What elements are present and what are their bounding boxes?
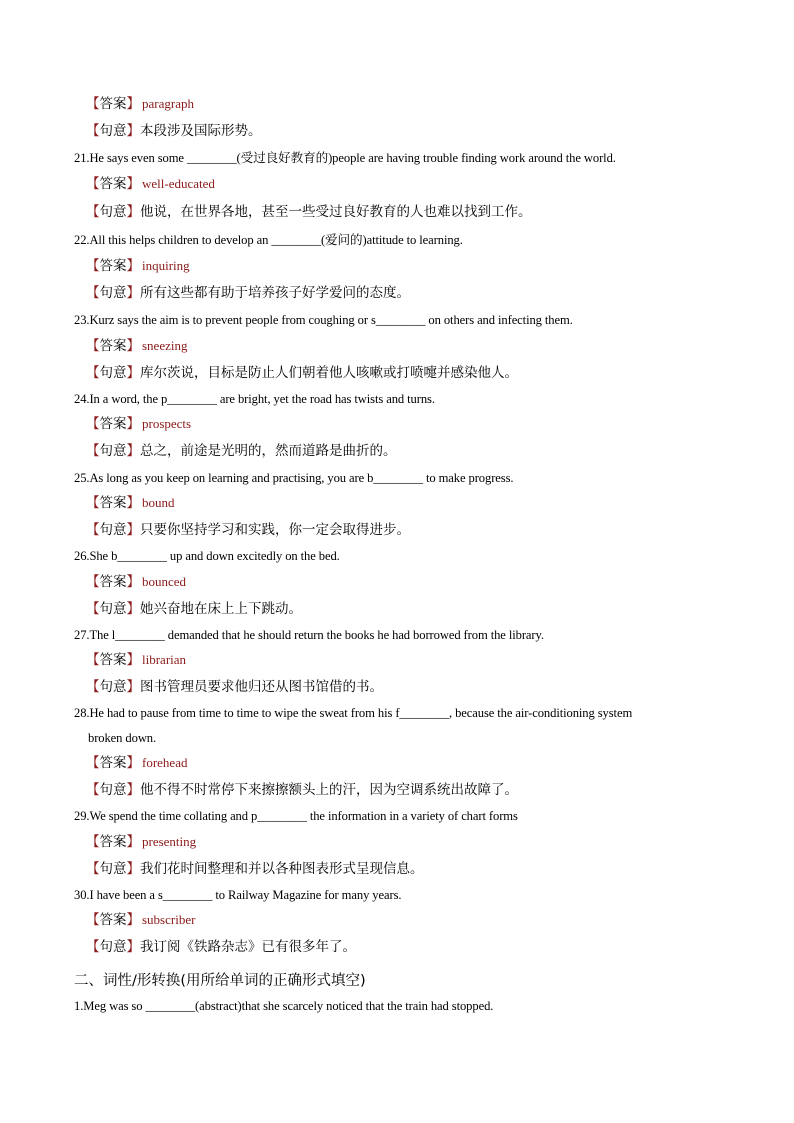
bracket: 】 <box>126 204 140 220</box>
bracket: 【 <box>86 365 100 381</box>
answer-label: 答案 <box>99 834 127 850</box>
bracket: 】 <box>126 601 140 617</box>
meaning-label: 句意 <box>99 782 127 798</box>
meaning-line <box>86 284 410 302</box>
meaning-line <box>86 938 356 956</box>
bracket: 】 <box>126 96 140 112</box>
answer-value: librarian <box>142 652 187 667</box>
bracket: 【 <box>86 679 100 695</box>
bracket: 【 <box>86 285 100 301</box>
meaning-text: 总之，前途是光明的，然而道路是曲折的。 <box>140 443 397 459</box>
bracket: 【 <box>86 522 100 538</box>
meaning-label: 句意 <box>99 285 127 301</box>
answer-value: inquiring <box>142 258 190 273</box>
bracket: 】 <box>126 574 140 590</box>
answer-line <box>86 833 196 851</box>
answer-label: 答案 <box>99 652 127 668</box>
bracket: 【 <box>86 96 100 112</box>
answer-value: presenting <box>142 834 197 849</box>
meaning-line <box>86 122 262 140</box>
answer-line <box>86 651 186 669</box>
meaning-text: 我订阅《铁路杂志》已有很多年了。 <box>140 939 356 955</box>
meaning-text: 只要你坚持学习和实践，你一定会取得进步。 <box>140 522 410 538</box>
meaning-label: 句意 <box>99 939 127 955</box>
answer-value: well-educated <box>142 176 215 191</box>
bracket: 【 <box>86 939 100 955</box>
bracket: 】 <box>126 834 140 850</box>
question-30: 30.I have been a s________ to Railway Magazine for many years. <box>74 888 402 902</box>
bracket: 【 <box>86 574 100 590</box>
meaning-line <box>86 203 532 221</box>
meaning-line <box>86 781 518 799</box>
bracket: 】 <box>126 176 140 192</box>
meaning-label: 句意 <box>99 522 127 538</box>
answer-line <box>86 337 187 355</box>
bracket: 】 <box>126 939 140 955</box>
meaning-line <box>86 521 410 539</box>
answer-line <box>86 573 186 591</box>
bracket: 【 <box>86 601 100 617</box>
answer-label: 答案 <box>99 755 127 771</box>
bracket: 】 <box>126 338 140 354</box>
meaning-text: 他说，在世界各地，甚至一些受过良好教育的人也难以找到工作。 <box>140 204 532 220</box>
bracket: 【 <box>86 755 100 771</box>
answer-value: forehead <box>142 755 188 770</box>
section-title: 二、词性/形转换(用所给单词的正确形式填空) <box>74 973 366 989</box>
bracket: 【 <box>86 176 100 192</box>
bracket: 】 <box>126 755 140 771</box>
bracket: 】 <box>126 861 140 877</box>
question-25: 25.As long as you keep on learning and practising, you are b________ to make progress. <box>74 471 514 485</box>
bracket: 【 <box>86 861 100 877</box>
meaning-label: 句意 <box>99 601 127 617</box>
answer-value: prospects <box>142 416 192 431</box>
answer-line <box>86 494 175 512</box>
bracket: 】 <box>126 123 140 139</box>
bracket: 【 <box>86 652 100 668</box>
question-23: 23.Kurz says the aim is to prevent people from coughing or s________ on others and infecting them. <box>74 313 573 327</box>
question-21: 21.He says even some ________(受过良好教育的)people are having trouble finding work around the world. <box>74 151 616 165</box>
meaning-label: 句意 <box>99 679 127 695</box>
bracket: 】 <box>126 782 140 798</box>
answer-label: 答案 <box>99 495 127 511</box>
bracket: 】 <box>126 258 140 274</box>
meaning-line <box>86 364 518 382</box>
answer-line <box>86 95 194 113</box>
question-27: 27.The l________ demanded that he should return the books he had borrowed from the library. <box>74 628 544 642</box>
answer-label: 答案 <box>99 574 127 590</box>
question-24: 24.In a word, the p________ are bright, yet the road has twists and turns. <box>74 392 435 406</box>
meaning-text: 他不得不时常停下来擦擦额头上的汗，因为空调系统出故障了。 <box>140 782 518 798</box>
meaning-label: 句意 <box>99 365 127 381</box>
bracket: 【 <box>86 338 100 354</box>
answer-line <box>86 257 190 275</box>
meaning-label: 句意 <box>99 123 127 139</box>
meaning-text: 她兴奋地在床上上下跳动。 <box>140 601 302 617</box>
question-29: 29.We spend the time collating and p________ the information in a variety of chart forms <box>74 809 518 823</box>
bracket: 】 <box>126 443 140 459</box>
meaning-text: 库尔茨说，目标是防止人们朝着他人咳嗽或打喷嚏并感染他人。 <box>140 365 518 381</box>
answer-label: 答案 <box>99 96 127 112</box>
question-22: 22.All this helps children to develop an ________(爱问的)attitude to learning. <box>74 233 463 247</box>
bracket: 】 <box>126 495 140 511</box>
answer-label: 答案 <box>99 176 127 192</box>
answer-line <box>86 754 187 772</box>
answer-label: 答案 <box>99 258 127 274</box>
bracket: 【 <box>86 912 100 928</box>
question-28-continued: broken down. <box>88 731 157 745</box>
meaning-line <box>86 860 424 878</box>
bracket: 】 <box>126 416 140 432</box>
bracket: 【 <box>86 782 100 798</box>
answer-label: 答案 <box>99 338 127 354</box>
question-28: 28.He had to pause from time to time to wipe the sweat from his f________, because the air-conditioning system <box>74 706 633 720</box>
bracket: 【 <box>86 443 100 459</box>
meaning-label: 句意 <box>99 204 127 220</box>
bracket: 【 <box>86 834 100 850</box>
answer-value: bound <box>142 495 175 510</box>
meaning-text: 图书管理员要求他归还从图书馆借的书。 <box>140 679 383 695</box>
question-26: 26.She b________ up and down excitedly on the bed. <box>74 549 340 563</box>
meaning-text: 我们花时间整理和并以各种图表形式呈现信息。 <box>140 861 424 877</box>
meaning-text: 所有这些都有助于培养孩子好学爱问的态度。 <box>140 285 410 301</box>
meaning-line <box>86 442 397 460</box>
answer-line <box>86 415 191 433</box>
bracket: 】 <box>126 679 140 695</box>
meaning-label: 句意 <box>99 443 127 459</box>
answer-label: 答案 <box>99 416 127 432</box>
bracket: 】 <box>126 522 140 538</box>
answer-line <box>86 911 195 929</box>
meaning-label: 句意 <box>99 861 127 877</box>
answer-label: 答案 <box>99 912 127 928</box>
answer-value: subscriber <box>142 912 196 927</box>
bracket: 【 <box>86 123 100 139</box>
bracket: 【 <box>86 495 100 511</box>
meaning-line <box>86 600 302 618</box>
bracket: 】 <box>126 652 140 668</box>
answer-value: sneezing <box>142 338 188 353</box>
section-question-1: 1.Meg was so ________(abstract)that she scarcely noticed that the train had stopped. <box>74 999 494 1013</box>
bracket: 】 <box>126 285 140 301</box>
answer-line <box>86 175 215 193</box>
bracket: 】 <box>126 912 140 928</box>
bracket: 】 <box>126 365 140 381</box>
bracket: 【 <box>86 204 100 220</box>
bracket: 【 <box>86 416 100 432</box>
answer-value: paragraph <box>142 96 194 111</box>
answer-value: bounced <box>142 574 187 589</box>
meaning-text: 本段涉及国际形势。 <box>140 123 262 139</box>
bracket: 【 <box>86 258 100 274</box>
meaning-line <box>86 678 383 696</box>
